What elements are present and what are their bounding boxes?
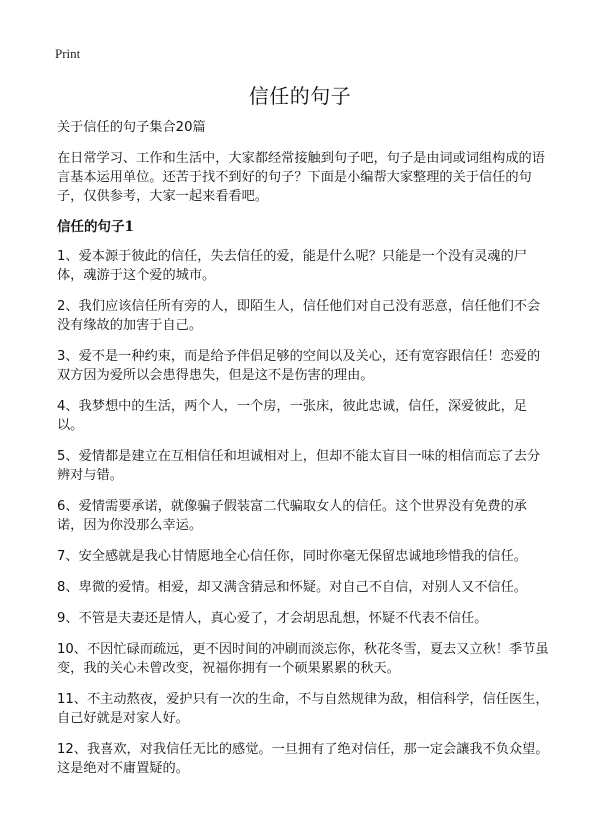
intro-paragraph: 在日常学习、工作和生活中，大家都经常接触到句子吧，句子是由词或词组构成的语言基本运用单位。还苦于找不到好的句子？下面是小编帮大家整理的关于信任的句子，仅供参考，大家一起来看看吧。	[57, 151, 545, 204]
sentence-item-4: 4、我梦想中的生活，两个人，一个房，一张床，彼此忠诚，信任，深爱彼此，足以。	[57, 399, 527, 433]
print-label: Print	[55, 46, 81, 61]
sentence-item-7: 7、安全感就是我心甘情愿地全心信任你，同时你毫无保留忠诚地珍惜我的信任。	[57, 549, 527, 564]
document-subtitle: 关于信任的句子集合20篇	[57, 120, 206, 135]
sentence-item-2: 2、我们应该信任所有旁的人，即陌生人，信任他们对自己没有恶意，信任他们不会没有缘故的加害于自己。	[57, 299, 541, 333]
sentence-item-10: 10、不因忙碌而疏远，更不因时间的冲刷而淡忘你，秋花冬雪，夏去又立秋！季节虽变，我的关心未曾改变，祝福你拥有一个硕果累累的秋天。	[57, 642, 549, 676]
document-body	[57, 118, 549, 790]
document-title: 信任的句子	[248, 84, 352, 108]
sentence-item-5: 5、爱情都是建立在互相信任和坦诚相对上，但却不能太盲目一味的相信而忘了去分辨对与错。	[57, 449, 541, 483]
sentence-item-8: 8、卑微的爱情。相爱，却又满含猜忌和怀疑。对自己不自信，对别人又不信任。	[57, 580, 527, 595]
sentence-item-9: 9、不管是夫妻还是情人，真心爱了，才会胡思乱想，怀疑不代表不信任。	[57, 611, 488, 626]
sentence-item-11: 11、不主动熬夜，爱护只有一次的生命，不与自然规律为敌，相信科学，信任医生，自己好就是对家人好。	[57, 692, 549, 726]
section-heading: 信任的句子1	[57, 219, 134, 235]
sentence-item-6: 6、爱情需要承诺，就像骗子假装富二代骗取女人的信任。这个世界没有免费的承诺，因为你没那么幸运。	[57, 499, 527, 533]
sentence-item-12: 12、我喜欢，对我信任无比的感觉。一旦拥有了绝对信任，那一定会讓我不负众望。这是绝对不庸置疑的。	[57, 742, 549, 776]
sentence-item-3: 3、爱不是一种约束，而是给予伴侣足够的空间以及关心，还有宽容跟信任！恋爱的双方因为爱所以会患得患失，但是这不是伤害的理由。	[57, 349, 541, 383]
sentence-item-1: 1、爱本源于彼此的信任，失去信任的爱，能是什么呢？只能是一个没有灵魂的尸体，魂游于这个爱的城市。	[57, 249, 527, 283]
